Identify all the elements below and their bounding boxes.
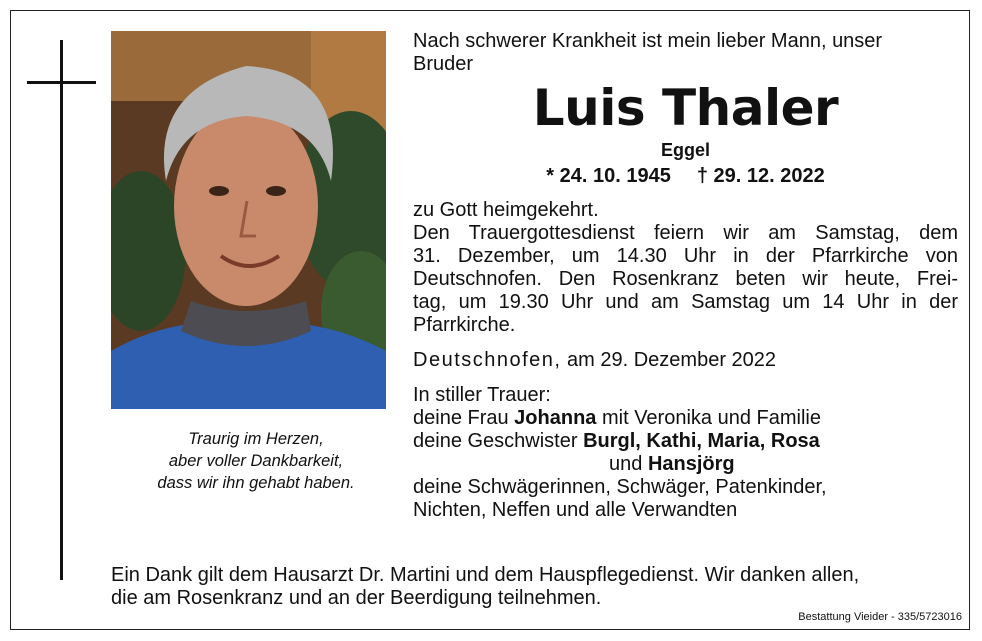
portrait-illustration [111,31,386,409]
quote-line: dass wir ihn gehabt haben. [157,474,355,492]
body-line: Deutschnofen. Den Rosenkranz beten wir heute, Frei- [413,268,958,290]
mourner-bold-name: Hansjörg [647,453,735,475]
life-dates [413,164,958,188]
body-line: zu Gott heimgekehrt. [413,199,599,221]
intro-text [413,30,958,76]
notice-date: am 29. Dezember 2022 [561,349,777,371]
death-date: † 29. 12. 2022 [696,165,825,187]
funeral-home-credit: Bestattung Vieider - 335/5723016 [798,611,962,623]
mourner-text: deine Geschwister [413,430,584,452]
notice-text-column [413,30,958,522]
mourner-inlaws: deine Schwägerinnen, Schwäger, Patenkinder, [413,476,827,498]
body-line: Den Trauergottesdienst feiern wir am Samstag, dem [413,222,958,244]
body-line: tag, um 19.30 Uhr und am Samstag um 14 Uhr in der [413,291,958,313]
portrait-photo [111,31,386,409]
mourner-siblings [413,430,958,453]
quote-line: aber voller Dankbarkeit, [168,452,344,470]
thanks-line: Ein Dank gilt dem Hausarzt Dr. Martini und dem Hauspflegedienst. Wir danken allen, [111,564,860,586]
mourner-text: deine Frau [413,407,515,429]
quote-line: Traurig im Herzen, [188,430,324,448]
intro-line: Bruder [413,53,474,75]
mourner-text: mit Veronika und Familie [596,407,821,429]
memorial-quote [111,428,401,494]
mourners-list [413,384,958,522]
birth-date: * 24. 10. 1945 [546,165,671,187]
mourning-heading: In stiller Trauer: [413,384,551,406]
deceased-name: Luis Thaler [532,79,839,137]
place-and-date [413,349,958,372]
intro-line: Nach schwerer Krankheit ist mein lieber Mann, unser [413,30,883,52]
body-line: 31. Dezember, um 14.30 Uhr in der Pfarrkirche von [413,245,958,267]
body-line: Pfarrkirche. [413,314,516,336]
cross-vertical-bar [60,40,63,580]
mourner-text: und [609,453,648,475]
mourner-wife [413,407,958,430]
cross-horizontal-bar [27,81,96,84]
deceased-nickname: Eggel [660,140,710,160]
thanks-line: die am Rosenkranz und an der Beerdigung teilnehmen. [111,587,602,609]
mourner-bold-name: Johanna [514,407,597,429]
service-details [413,199,958,337]
place-name: Deutschnofen, [413,349,562,371]
thanks-text [111,564,951,610]
mourner-relatives: Nichten, Neffen und alle Verwandten [413,499,738,521]
mourner-bold-name: Burgl, Kathi, Maria, Rosa [583,430,820,452]
mourner-siblings-cont [413,453,958,476]
